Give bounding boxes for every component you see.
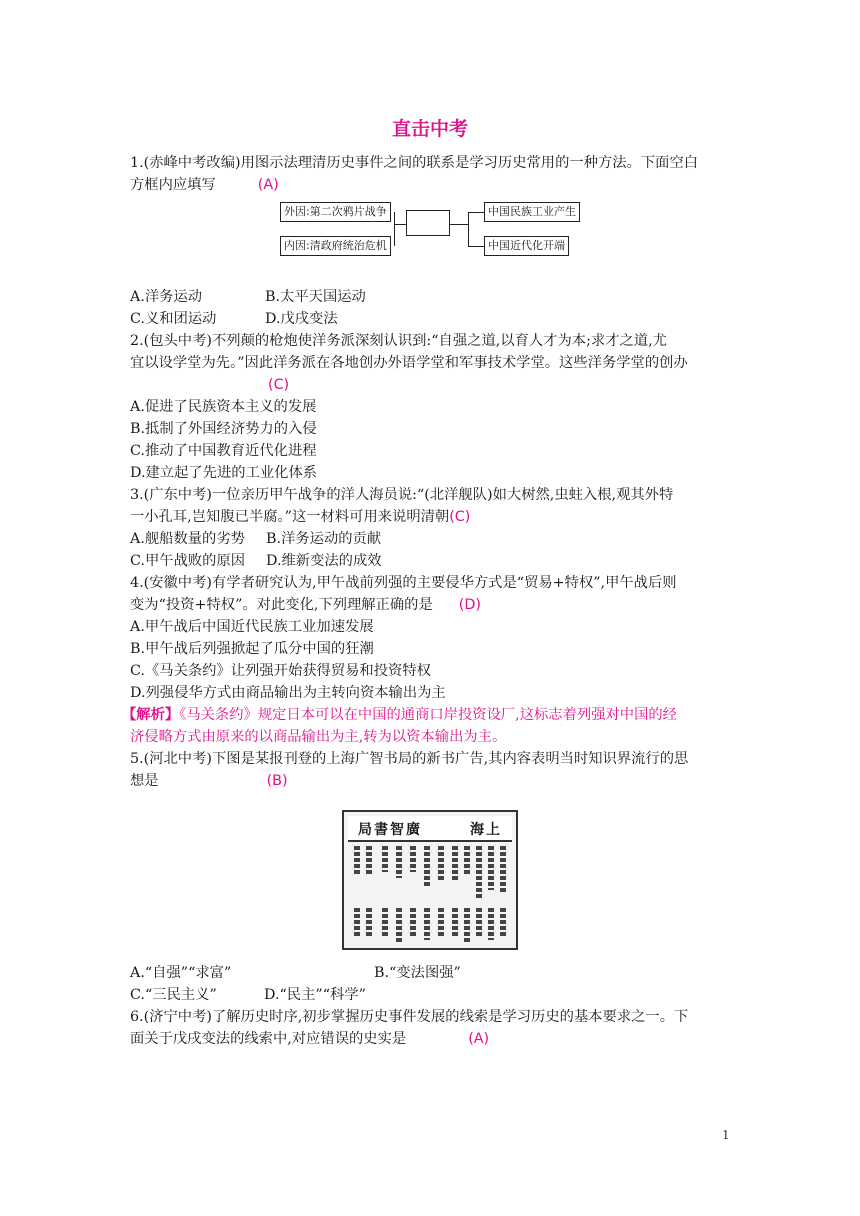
q5-stem-line-1: 5.(河北中考)下图是某报刊登的上海广智书局的新书广告,其内容表明当时知识界流行的思 <box>130 751 689 767</box>
q5-option-c: C.“三民主义” <box>130 987 217 1003</box>
q4-option-d: D.列强侵华方式由商品输出为主转向资本输出为主 <box>130 685 446 701</box>
q4-stem-line-2: 变为“投资+特权”。对此变化,下列理解正确的是 (D) <box>130 597 481 613</box>
q1-stem-line-2: 方框内应填写 (A) <box>130 177 279 193</box>
ad-header-right: 海上 <box>470 822 502 838</box>
q3-option-d: D.维新变法的成效 <box>266 553 382 569</box>
ad-column <box>396 846 402 878</box>
q2-stem-line-1: 2.(包头中考)不列颠的枪炮使洋务派深刻认识到:“自强之道,以育人才为本;求才之道,尤 <box>130 333 667 349</box>
q5-option-a: A.“自强”“求富” <box>130 965 232 981</box>
ad-column <box>410 908 416 938</box>
ad-column <box>438 908 444 936</box>
diagram-box-internal-cause: 内因:清政府统治危机 <box>280 236 391 256</box>
diagram-box-industry: 中国民族工业产生 <box>484 202 580 222</box>
q2-option-b: B.抵制了外国经济势力的入侵 <box>130 421 317 437</box>
q6-stem-line-1: 6.(济宁中考)了解历史时序,初步掌握历史事件发展的线索是学习历史的基本要求之一。下 <box>130 1009 689 1025</box>
ad-header <box>348 816 512 842</box>
q4-option-a: A.甲午战后中国近代民族工业加速发展 <box>130 619 374 635</box>
section-title: 直击中考 <box>391 118 468 140</box>
ad-column <box>438 846 444 880</box>
q4-explanation-line-2: 济侵略方式由原来的以商品输出为主,转为以资本输出为主。 <box>130 729 507 745</box>
q5-option-d: D.“民主”“科学” <box>264 987 366 1003</box>
diagram-blank-box <box>406 210 450 236</box>
q3-option-c: C.甲午战败的原因 <box>130 553 246 569</box>
ad-column <box>382 846 388 872</box>
q5-answer: (B) <box>266 773 288 789</box>
q3-stem-line-1: 3.(广东中考)一位亲历甲午战争的洋人海员说:“(北洋舰队)如大树然,虫蛀入根,观其外特 <box>130 487 674 503</box>
newspaper-ad-image <box>342 810 518 950</box>
ad-column <box>464 908 470 942</box>
q2-stem-line-2: 宜以设学堂为先。”因此洋务派在各地创办外语学堂和军事技术学堂。这些洋务学堂的创办 <box>130 355 688 371</box>
diagram-connector <box>450 224 468 225</box>
ad-column <box>366 908 372 938</box>
q3-stem-line-2: 一小孔耳,岂知腹已半腐。”这一材料可用来说明清朝(C) <box>130 509 471 525</box>
q3-option-b: B.洋务运动的贡献 <box>266 531 382 547</box>
q5-stem-line-2: 想是 (B) <box>130 773 288 789</box>
q4-option-c: C.《马关条约》让列强开始获得贸易和投资特权 <box>130 663 431 679</box>
diagram-connector <box>394 224 406 225</box>
q2-option-d: D.建立起了先进的工业化体系 <box>130 465 318 481</box>
q6-stem-line-2: 面关于戊戌变法的线索中,对应错误的史实是 (A) <box>130 1031 490 1047</box>
ad-column <box>410 846 416 872</box>
q2-option-a: A.促进了民族资本主义的发展 <box>130 399 317 415</box>
q4-stem-line-1: 4.(安徽中考)有学者研究认为,甲午战前列强的主要侵华方式是“贸易+特权”,甲午战后则 <box>130 575 677 591</box>
ad-column <box>354 908 360 938</box>
q4-option-b: B.甲午战后列强掀起了瓜分中国的狂潮 <box>130 641 374 657</box>
q1-diagram <box>280 198 580 258</box>
ad-column <box>476 908 482 936</box>
q1-stem-line-1: 1.(赤峰中考改编)用图示法理清历史事件之间的联系是学习历史常用的一种方法。下面空白 <box>130 155 699 171</box>
q1-option-a: A.洋务运动 <box>130 289 203 305</box>
ad-column <box>382 908 388 936</box>
page-number: 1 <box>722 1128 730 1142</box>
ad-column <box>424 908 430 940</box>
ad-column <box>500 908 506 938</box>
ad-column <box>488 846 494 890</box>
ad-column <box>488 908 494 940</box>
ad-column <box>366 846 372 874</box>
diagram-connector <box>468 246 484 247</box>
ad-column <box>452 908 458 938</box>
ad-column <box>452 846 458 882</box>
q4-explanation-line-1: 【解析】《马关条约》规定日本可以在中国的通商口岸投资设厂,这标志着列强对中国的经 <box>122 707 677 723</box>
ad-column <box>500 846 506 894</box>
ad-text-columns <box>352 846 508 940</box>
q1-option-c: C.义和团运动 <box>130 311 217 327</box>
diagram-connector <box>394 212 395 246</box>
ad-column <box>354 846 360 876</box>
q1-option-d: D.戊戌变法 <box>265 311 338 327</box>
diagram-box-modernization: 中国近代化开端 <box>484 236 569 256</box>
q1-option-b: B.太平天国运动 <box>265 289 366 305</box>
q4-answer: (D) <box>458 597 481 613</box>
ad-column <box>424 846 430 886</box>
ad-column <box>476 846 482 898</box>
q1-answer: (A) <box>257 177 279 193</box>
explanation-tag: 【解析】 <box>122 707 180 723</box>
diagram-connector <box>468 212 469 246</box>
q2-option-c: C.推动了中国教育近代化进程 <box>130 443 317 459</box>
diagram-box-external-cause: 外因:第二次鸦片战争 <box>280 202 391 222</box>
ad-header-left: 局書智廣 <box>358 822 422 838</box>
q5-option-b: B.“变法图强” <box>374 965 461 981</box>
ad-column <box>464 846 470 876</box>
q3-answer: (C) <box>449 509 471 525</box>
q2-answer: (C) <box>268 377 290 393</box>
q6-answer: (A) <box>468 1031 490 1047</box>
q3-option-a: A.舰船数量的劣势 <box>130 531 245 547</box>
diagram-connector <box>468 212 484 213</box>
ad-column <box>396 908 402 942</box>
